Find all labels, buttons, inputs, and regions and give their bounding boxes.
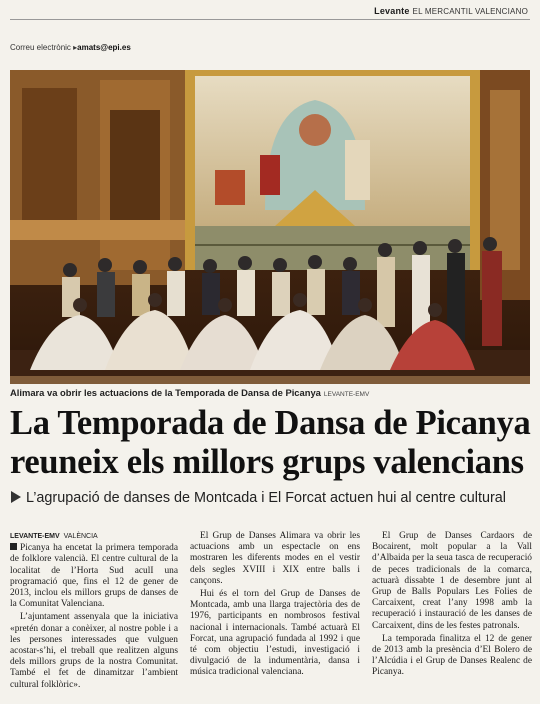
article-subhead bbox=[11, 490, 506, 506]
paragraph: El Grup de Danses Alimara va obrir les actuacions amb un espectacle on ens mostraren les diferents modes en el vestir dels segles XVIII i XIX entre balls i cançons. bbox=[190, 531, 360, 586]
byline-place: VALÈNCIA bbox=[63, 533, 98, 540]
paragraph: El Grup de Danses Cardaors de Bocairent, molt popular a la Vall d’Albaida per la seua tasca de recuperació de peces tradicionals de la comarca, actuarà dissabte 1 de desembre junt al Grup de Balls Populars Les Folies de Carcaixent, creat l’any 1998 amb la recuperació i instauració de les danses de Carcaixent, dins de les festes patronals. bbox=[372, 531, 532, 631]
subhead-text: L’agrupació de danses de Montcada i El Forcat actuen hui al centre cultural bbox=[26, 490, 506, 506]
article-headline bbox=[10, 404, 532, 482]
top-rule bbox=[10, 19, 530, 20]
paragraph: L’ajuntament assenyala que la iniciativa «pretén donar a conèixer, al nostre poble i a les persones interessades que vulguen acostar-s’hi, el treball que realitzen alguns dels millors grups de la nostra Comunitat. També el fet de dinamitzar l’ambient cultural folklòric». bbox=[10, 612, 178, 690]
paragraph: Hui és el torn del Grup de Danses de Montcada, amb una llarga trajectòria des de 1976, participants en nombrosos festival nacional i internacionals. També actuarà El Forcat, una agrupació fundada al 1992 i que té com objectiu l’estudi, investigació i divulgació de la indumentària, dansa i música tradicional valenciana. bbox=[190, 589, 360, 678]
article-column-3 bbox=[372, 531, 532, 681]
contact-email[interactable]: amats@epi.es bbox=[77, 43, 131, 52]
masthead-name: EL MERCANTIL VALENCIANO bbox=[412, 7, 528, 16]
photo-credit: LEVANTE-EMV bbox=[323, 391, 370, 398]
byline bbox=[10, 531, 178, 542]
headline-line-2: reuneix els millors grups valencians bbox=[10, 443, 524, 481]
contact-line: Correu electrònic ▸amats@epi.es bbox=[10, 43, 131, 52]
byline-source: LEVANTE-EMV bbox=[10, 533, 60, 540]
paragraph bbox=[10, 543, 178, 610]
contact-label: Correu electrònic bbox=[10, 43, 71, 52]
masthead-brand: Levante bbox=[374, 6, 410, 16]
article-column-2 bbox=[190, 531, 360, 681]
paragraph: La temporada finalitza el 12 de gener de 2013 amb la presència d’El Bolero de l’Alcúdia i el Grup de Danses Realenc de Picanya. bbox=[372, 633, 532, 678]
group-photo bbox=[10, 70, 530, 384]
arrow-right-icon bbox=[11, 491, 21, 503]
caption-text: Alimara va obrir les actuacions de la Temporada de Dansa de Picanya bbox=[10, 387, 321, 398]
photo-caption bbox=[10, 387, 530, 398]
headline-line-1: La Temporada de Dansa de Picanya bbox=[10, 404, 531, 442]
article-column-1 bbox=[10, 531, 178, 693]
paragraph-text: Picanya ha encetat la primera temporada de folklore valencià. El centre cultural de la localitat de l’Horta Sud aculI una programació que, fins el 12 de gener de 2013, inclou els millors grups de danses de la Comunitat Valenciana. bbox=[10, 543, 178, 610]
square-bullet-icon bbox=[10, 543, 17, 550]
newspaper-masthead bbox=[374, 6, 528, 16]
